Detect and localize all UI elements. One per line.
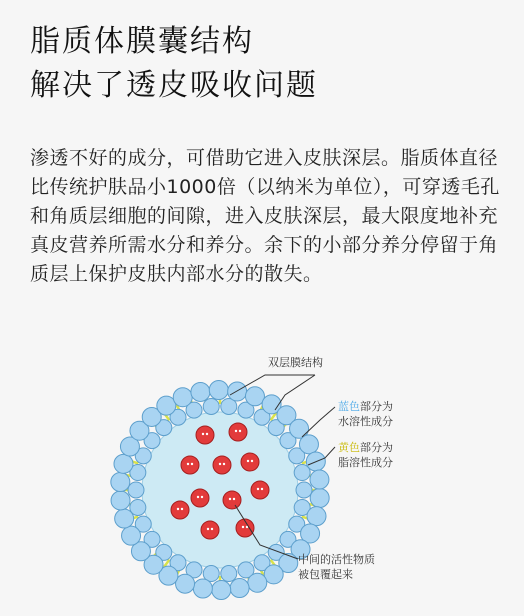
active-substance-eye — [239, 430, 241, 432]
label-yellow-color: 黄色 — [338, 441, 360, 454]
page-title — [30, 20, 318, 108]
callout-line — [302, 407, 335, 437]
label-bilayer: 双层膜结构 — [268, 356, 323, 369]
active-substance-eye — [219, 463, 221, 465]
hydrophilic-head — [296, 482, 312, 498]
active-substance-eye — [261, 488, 263, 490]
active-substance-eye — [206, 433, 208, 435]
label-blue-line2: 水溶性成分 — [338, 415, 393, 428]
title-line-2: 解决了透皮吸收问题 — [30, 68, 318, 103]
liposome-illustration — [110, 340, 440, 610]
active-substance-eye — [187, 463, 189, 465]
active-substance-eye — [207, 528, 209, 530]
label-yellow-rest: 部分为 — [360, 441, 393, 454]
hydrophilic-head — [310, 470, 329, 489]
active-substance — [223, 491, 241, 509]
hydrophilic-head — [111, 491, 130, 510]
hydrophilic-head — [245, 387, 264, 406]
hydrophilic-head — [248, 573, 267, 592]
active-substance-eye — [211, 528, 213, 530]
active-substance-eye — [257, 488, 259, 490]
active-substance-eye — [247, 460, 249, 462]
active-substance-eye — [191, 463, 193, 465]
hydrophilic-head — [230, 579, 249, 598]
label-blue-rest: 部分为 — [360, 400, 393, 413]
hydrophilic-head — [114, 454, 133, 473]
hydrophilic-head — [176, 574, 195, 593]
hydrophilic-head — [193, 579, 212, 598]
hydrophilic-head — [203, 398, 219, 414]
label-blue-color: 蓝色 — [338, 400, 360, 413]
active-substance-eye — [229, 498, 231, 500]
hydrophilic-head — [173, 388, 192, 407]
hydrophilic-head — [111, 473, 130, 492]
active-substance-eye — [233, 498, 235, 500]
hydrophilic-head — [122, 526, 141, 545]
active-substance — [171, 501, 189, 519]
hydrophilic-head — [209, 381, 228, 400]
active-substance-eye — [235, 430, 237, 432]
active-substance-eye — [223, 463, 225, 465]
active-substance-eye — [242, 526, 244, 528]
active-substance — [229, 423, 247, 441]
hydrophilic-head — [299, 435, 318, 454]
active-substance — [181, 456, 199, 474]
hydrophilic-head — [191, 382, 210, 401]
liposome-diagram — [110, 340, 440, 610]
active-substance-eye — [201, 496, 203, 498]
active-substance — [191, 489, 209, 507]
label-core-1: 中间的活性物质 — [298, 553, 375, 566]
label-core-2: 被包覆起来 — [298, 568, 353, 581]
description-paragraph: 渗透不好的成分，可借助它进入皮肤深层。脂质体直径比传统护肤品小1000倍（以纳米为单位），可穿透毛孔和角质层细胞的间隙，进入皮肤深层，最大限度地补充真皮营养所需水分和养分。余下的小部分养分停留于角质层上保护皮肤内部水分的散失。 — [30, 147, 500, 285]
hydrophilic-head — [212, 580, 231, 599]
label-yellow — [338, 440, 393, 455]
hydrophilic-head — [221, 566, 237, 582]
label-yellow-line2: 脂溶性成分 — [338, 456, 393, 469]
hydrophilic-head — [115, 509, 134, 528]
hydrophilic-head — [307, 507, 326, 526]
active-substance — [241, 453, 259, 471]
label-blue — [338, 399, 393, 414]
active-substance-eye — [202, 433, 204, 435]
active-substance — [251, 481, 269, 499]
active-substance-eye — [197, 496, 199, 498]
active-substance-eye — [177, 508, 179, 510]
hydrophilic-head — [128, 482, 144, 498]
active-substance — [201, 521, 219, 539]
active-substance-eye — [181, 508, 183, 510]
hydrophilic-head — [310, 488, 329, 507]
active-substance-eye — [251, 460, 253, 462]
title-line-1: 脂质体膜囊结构 — [30, 24, 254, 59]
active-substance — [213, 456, 231, 474]
active-substance — [196, 426, 214, 444]
